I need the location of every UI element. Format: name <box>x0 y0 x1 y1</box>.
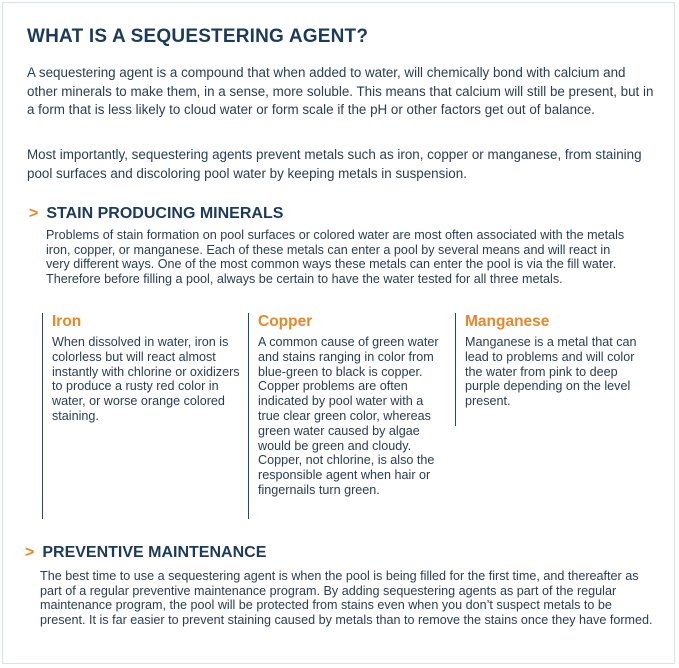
chevron-right-icon: > <box>25 544 35 561</box>
manganese-heading: Manganese <box>465 313 550 330</box>
preventive-section-text: The best time to use a sequestering agent is when the pool is being filled for the first time, and thereafter as part of a regular preventive maintenance program. By adding sequestering agents as part of the regular maintenance program, the pool will be protected from stains even when you don’t suspect metals to be present. It is far easier to prevent staining caused by metals than to remove the stains once they have formed. <box>40 569 653 627</box>
iron-heading: Iron <box>52 313 82 330</box>
iron-column <box>42 313 242 519</box>
copper-column <box>248 313 448 519</box>
iron-text: When dissolved in water, iron is colorless but will react almost instantly with chlorine or oxidizers to produce a rusty red color in water, or worse orange colored staining. <box>52 335 240 423</box>
manganese-column <box>455 313 655 426</box>
stain-section-text: Problems of stain formation on pool surfaces or colored water are most often associated with the metals iron, copper, or manganese. Each of these metals can enter a pool by several means and will react in very different ways. One of the most common ways these metals can enter the pool is via the fill water. Therefore before filling a pool, always be certain to have the water tested for all three metals. <box>46 228 625 286</box>
stain-section-title: STAIN PRODUCING MINERALS <box>46 205 284 222</box>
page-title: WHAT IS A SEQUESTERING AGENT? <box>27 26 369 47</box>
intro-paragraph-1: A sequestering agent is a compound that when added to water, will chemically bond with calcium and other minerals to make them, in a sense, more soluble. This means that calcium will still be present, but in a form that is less likely to cloud water or form scale if the pH or other factors get out of balance. <box>27 65 654 117</box>
preventive-section-title: PREVENTIVE MAINTENANCE <box>42 544 267 561</box>
manganese-text: Manganese is a metal that can lead to problems and will color the water from pink to deep purple depending on the level present. <box>465 335 637 409</box>
stain-section-heading <box>29 205 283 223</box>
intro-paragraph-2: Most importantly, sequestering agents prevent metals such as iron, copper or manganese, from staining pool surfaces and discoloring pool water by keeping metals in suspension. <box>27 147 642 181</box>
copper-text: A common cause of green water and stains ranging in color from blue-green to black is copper. Copper problems are often indicated by pool water with a true clear green color, whereas green water caused by algae would be green and cloudy. Copper, not chlorine, is also the responsible agent when hair or fingernails turn green. <box>258 335 439 497</box>
chevron-right-icon: > <box>29 205 39 222</box>
copper-heading: Copper <box>258 313 313 330</box>
preventive-section-heading <box>25 544 266 562</box>
